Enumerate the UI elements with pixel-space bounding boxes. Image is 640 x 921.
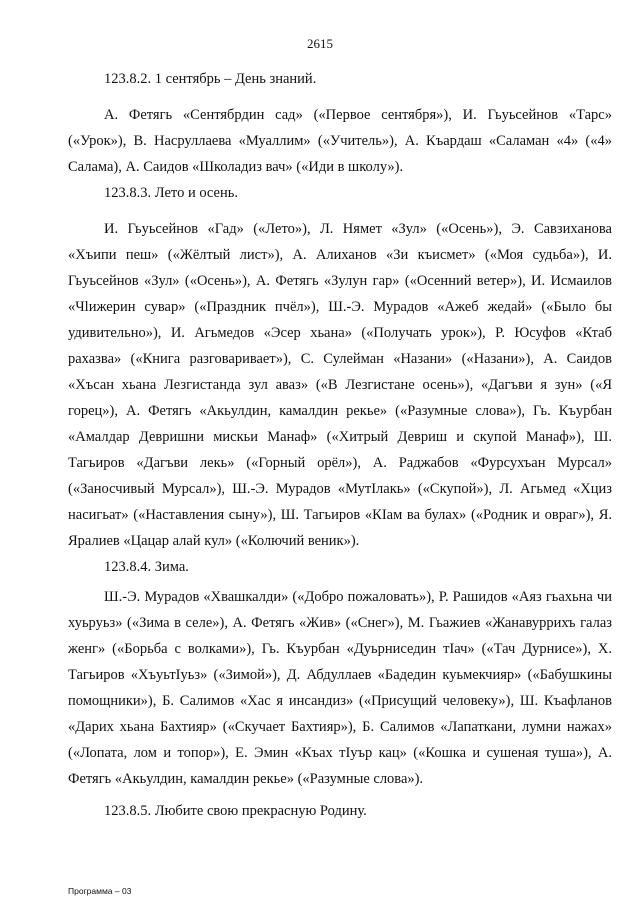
section-heading: 123.8.2. 1 сентябрь – День знаний. [104, 71, 317, 87]
section-heading: 123.8.3. Лето и осень. [104, 185, 238, 201]
section-heading: 123.8.5. Любите свою прекрасную Родину. [104, 803, 367, 819]
section-heading: 123.8.4. Зима. [104, 559, 189, 575]
section-paragraph: А. Фетягь «Сентябрдин сад» («Первое сентября»), И. Гьуьсейнов «Тарс» («Урок»), В. Насруллаева «Муаллим» («Учитель»), А. Къардаш «Саламан «4» («4» Салама), А. Саидов «Школадиз вач» («Иди в школу»). [68, 107, 612, 175]
section-paragraph: И. Гьуьсейнов «Гад» («Лето»), Л. Нямет «Зул» («Осень»), Э. Савзиханова «Хъипи пеш» («Жёлтый лист»), А. Алиханов «Зи къисмет» («Моя судьба»), И. Гьуьсейнов «Зул» («Осень»), А. Фетягь «Зулун гар» («Осенний ветер»), И. Исмаилов «Чlижерин сувар» («Праздник пчёл»), Ш.-Э. Мурадов «Ажеб жедай» («Было бы удивительно»), И. Агьмедов «Эсер хьана» («Получать урок»), Р. Юсуфов «Ктаб рахазва» («Книга разговаривает»), С. Сулейман «Назани» («Назани»), А. Саидов «Хъсан хьана Лезгистанда зул аваз» («В Лезгистане осень»), «Дагъви я зун» («Я горец»), А. Фетягь «Акьулдин, камалдин рекье» («Разумные слова»), Гь. Къурбан «Амалдар Девришни мискьи Манаф» («Хитрый Девриш и скупой Манаф»), Ш. Тагьиров «Дагъви лекь» («Горный орёл»), А. Раджабов «Фурсухъан Мурсал» («Заносчивый Мурсал»), Ш.-Э. Мурадов «МутIлакь» («Скупой»), Л. Агьмед «Хциз насигьат» («Наставления сыну»), Ш. Тагьиров «КIам ва булах» («Родник и овраг»), Я. Яралиев «Цацар алай кул» («Колючий веник»). [68, 221, 612, 549]
page-number: 2615 [307, 36, 333, 51]
page-footer: Программа – 03 [68, 886, 132, 896]
document-body [68, 66, 612, 824]
section-paragraph: Ш.-Э. Мурадов «Хвашкалди» («Добро пожаловать»), Р. Рашидов «Аяз гьахьна чи хуьруьз» («Зима в селе»), А. Фетягь «Жив» («Снег»), М. Гьажиев «Жанавуррихъ галаз женг» («Борьба с волками»), Гь. Къурбан «Дуьрниседин тIач» («Тач Дурнисе»), Х. Тагьиров «ХъуьтIуьз» («Зимой»), Д. Абдуллаев «Бадедин куьмекчияр» («Бабушкины помощники»), Б. Салимов «Хас я инсандиз» («Присущий человеку»), Ш. Къафланов «Дарих хьана Бахтияр» («Скучает Бахтияр»), Б. Салимов «Лапаткани, лумни нажах» («Лопата, лом и топор»), Е. Эмин «Къах тIуър кац» («Кошка и сушеная туша»), А. Фетягь «Акьулдин, камалдин рекье» («Разумные слова»). [68, 589, 612, 787]
